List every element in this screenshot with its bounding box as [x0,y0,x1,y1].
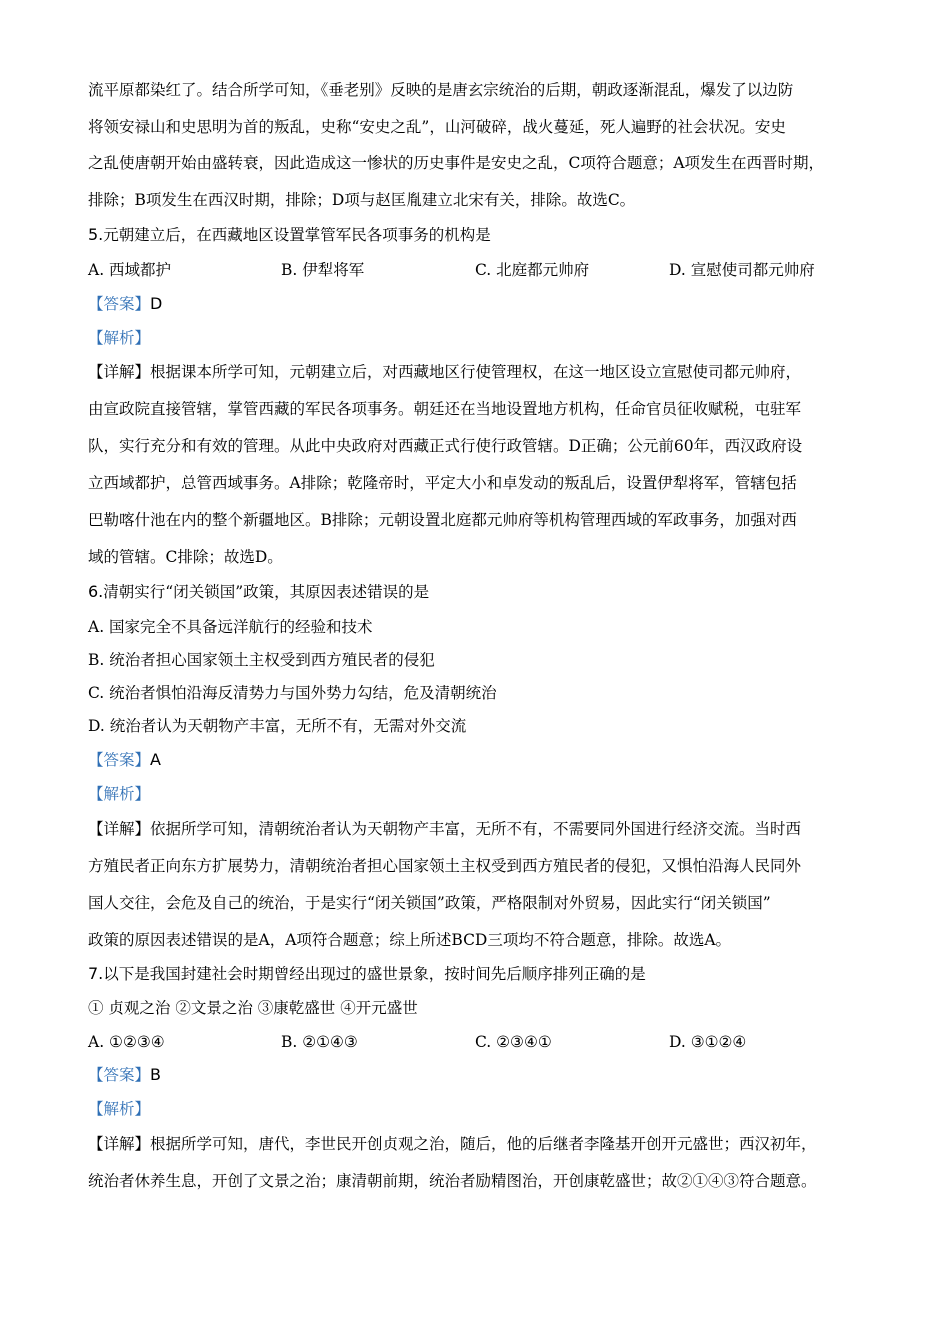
detail-line [88,361,878,383]
answer-value: D [150,294,163,313]
option-c: C. 统治者惧怕沿海反清势力与国外势力勾结，危及清朝统治 [88,684,497,702]
question-text: 清朝实行“闭关锁国”政策，其原因表述错误的是 [103,583,430,601]
answer-tag: 【答案】 [88,751,151,769]
detail-line: 域的管辖。C排除；故选D。 [88,548,283,566]
question-text: 以下是我国封建社会时期曾经出现过的盛世景象，按时间先后顺序排列正确的是 [103,965,646,983]
option-a: A. 西域都护 [88,261,172,279]
detail-line: 方殖民者正向东方扩展势力，清朝统治者担心国家领土主权受到西方殖民者的侵犯，又惧怕沿海人民同外 [88,857,802,875]
question-6-stem [88,581,878,603]
detail-line: 政策的原因表述错误的是A，A项符合题意；综上所述BCD三项均不符合题意，排除。故选A。 [88,931,732,949]
question-number: 5. [88,225,104,244]
answer-line [88,749,878,771]
detail-text: 根据所学可知，唐代，李世民开创贞观之治，随后，他的后继者李隆基开创开元盛世；西汉初年， [150,1135,817,1153]
detail-tag: 【详解】 [88,1135,151,1153]
paragraph-line: 流平原都染红了。结合所学可知，《垂老别》反映的是唐玄宗统治的后期，朝政逐渐混乱，爆发了以边防 [88,81,794,99]
paragraph-line: 将领安禄山和史思明为首的叛乱，史称“安史之乱”，山河破碎，战火蔓延，死人遍野的社会状况。安史 [88,118,786,136]
detail-line: 统治者休养生息，开创了文景之治；康清朝前期，统治者励精图治，开创康乾盛世；故②①④③符合题意。 [88,1172,817,1190]
answer-value: A [150,750,161,769]
answer-line [88,1064,878,1086]
option-c: C. 北庭都元帅府 [475,261,590,279]
detail-line: 由宣政院直接管辖，掌管西藏的军民各项事务。朝廷还在当地设置地方机构，任命官员征收赋税，屯驻军 [88,400,802,418]
option-b: B. 伊犁将军 [281,261,365,279]
analysis-tag: 【解析】 [88,785,151,803]
analysis-tag: 【解析】 [88,329,151,347]
question-text: 元朝建立后，在西藏地区设置掌管军民各项事务的机构是 [103,226,491,244]
question-7-options [88,1031,878,1053]
question-5-options [88,259,878,281]
detail-text: 根据课本所学可知，元朝建立后，对西藏地区行使管理权，在这一地区设立宣慰使司都元帅府， [150,363,802,381]
answer-tag: 【答案】 [88,1066,151,1084]
detail-tag: 【详解】 [88,820,151,838]
detail-tag: 【详解】 [88,363,151,381]
option-a: A. 国家完全不具备远洋航行的经验和技术 [88,618,373,636]
detail-line [88,1133,878,1155]
analysis-tag: 【解析】 [88,1100,151,1118]
question-number: 7. [88,964,104,983]
detail-line: 立西域都护，总管西域事务。A排除；乾隆帝时，平定大小和卓发动的叛乱后，设置伊犁将军，管辖包括 [88,474,797,492]
detail-text: 依据所学可知，清朝统治者认为天朝物产丰富，无所不有，不需要同外国进行经济交流。当时西 [150,820,802,838]
question-7-stem [88,963,878,985]
answer-line [88,293,878,315]
detail-line: 队，实行充分和有效的管理。从此中央政府对西藏正式行使行政管辖。D正确；公元前60年，西汉政府设 [88,437,803,455]
option-d: D. 宣慰使司都元帅府 [669,261,815,279]
option-d: D. 统治者认为天朝物产丰富，无所不有，无需对外交流 [88,717,467,735]
question-5-stem [88,224,878,246]
detail-line [88,818,878,840]
option-b: B. ②①④③ [281,1033,358,1051]
option-a: A. ①②③④ [88,1033,165,1051]
detail-line: 巴勒喀什池在内的整个新疆地区。B排除；元朝设置北庭都元帅府等机构管理西域的军政事务，加强对西 [88,511,797,529]
option-b: B. 统治者担心国家领土主权受到西方殖民者的侵犯 [88,651,435,669]
paragraph-line: 之乱使唐朝开始由盛转衰，因此造成这一惨状的历史事件是安史之乱，C项符合题意；A项发生在西晋时期， [88,154,825,172]
option-d: D. ③①②④ [669,1033,747,1051]
question-7-items: ① 贞观之治 ②文景之治 ③康乾盛世 ④开元盛世 [88,999,418,1017]
question-number: 6. [88,582,104,601]
option-c: C. ②③④① [475,1033,552,1051]
answer-value: B [150,1065,161,1084]
detail-line: 国人交往，会危及自己的统治，于是实行“闭关锁国”政策，严格限制对外贸易，因此实行“闭关锁国” [88,894,771,912]
paragraph-line: 排除；B项发生在西汉时期，排除；D项与赵匡胤建立北宋有关，排除。故选C。 [88,191,636,209]
answer-tag: 【答案】 [88,295,151,313]
